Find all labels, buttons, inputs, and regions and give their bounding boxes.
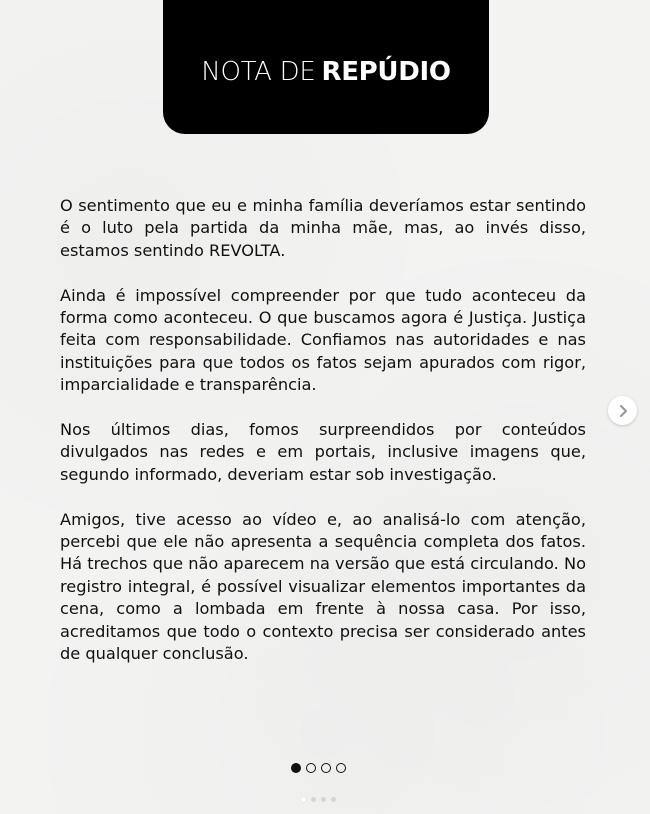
paragraph: O sentimento que eu e minha família deveríamos estar sentindo é o luto pela partida da minha mãe, mas, ao invés disso, estamos sentindo REVOLTA. bbox=[60, 196, 586, 260]
slide-dot-3 bbox=[321, 763, 331, 773]
title-prefix: NOTA DE bbox=[201, 57, 316, 87]
slide-dot-1 bbox=[291, 763, 301, 773]
paragraph: Amigos, tive acesso ao vídeo e, ao analisá-lo com atenção, percebi que ele não apresenta a sequência completa dos fatos. Há trechos que não aparecem na versão que está circulando. No registro integral, é possível visualizar elementos importantes da cena, como a lombada em frente à nossa casa. Por isso, acreditamos que todo o contexto precisa ser considerado antes de qualquer conclusão. bbox=[60, 509, 586, 664]
pagination-dot[interactable] bbox=[321, 797, 326, 802]
slide-indicator bbox=[291, 763, 346, 773]
statement-body bbox=[60, 195, 586, 688]
paragraph: Ainda é impossível compreender por que tudo aconteceu da forma como aconteceu. O que buscamos agora é Justiça. Justiça feita com responsabilidade. Confiamos nas autoridades e nas instituições para que todos os fatos sejam apurados com rigor, imparcialidade e transparência. bbox=[60, 285, 586, 395]
pagination-dot[interactable] bbox=[331, 797, 336, 802]
chevron-right-icon bbox=[617, 404, 629, 418]
title-banner bbox=[163, 0, 489, 134]
paragraph: Nos últimos dias, fomos surpreendidos por conteúdos divulgados nas redes e em portais, inclusive imagens que, segundo informado, deveriam estar sob investigação. bbox=[60, 420, 586, 484]
pagination-dot[interactable] bbox=[311, 797, 316, 802]
next-slide-button[interactable] bbox=[608, 396, 637, 425]
pagination-dot[interactable] bbox=[301, 797, 306, 802]
slide-dot-4 bbox=[336, 763, 346, 773]
title-emphasis: REPÚDIO bbox=[321, 57, 451, 87]
slide-dot-2 bbox=[306, 763, 316, 773]
carousel-pagination bbox=[301, 797, 336, 802]
